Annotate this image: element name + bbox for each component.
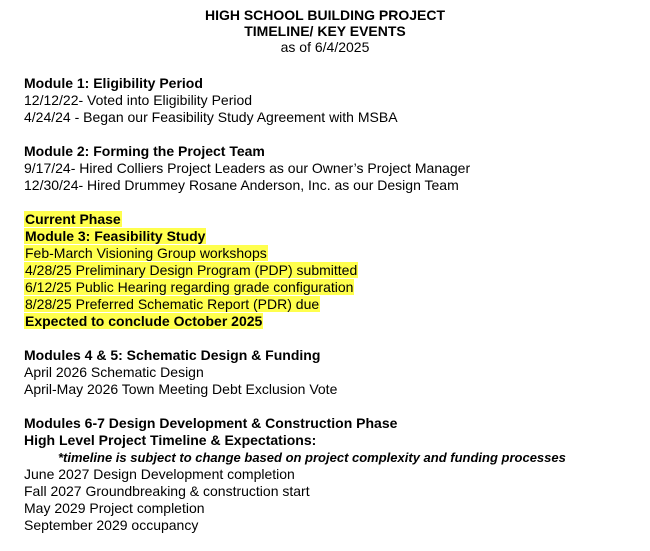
module-4-5-heading: Modules 4 & 5: Schematic Design & Funding — [24, 347, 321, 363]
module-1-heading: Module 1: Eligibility Period — [24, 75, 203, 91]
list-item: 12/30/24- Hired Drummey Rosane Anderson, Inc. as our Design Team — [24, 177, 459, 193]
list-item: Fall 2027 Groundbreaking & construction start — [24, 483, 310, 499]
module-1-section — [24, 75, 634, 126]
module-4-5-section — [24, 347, 634, 398]
module-6-7-heading: Modules 6-7 Design Development & Construction Phase — [24, 415, 398, 431]
list-item: 6/12/25 Public Hearing regarding grade configuration — [25, 279, 354, 295]
timeline-content — [24, 75, 634, 551]
list-item: 12/12/22- Voted into Eligibility Period — [24, 92, 253, 108]
list-item: 4/24/24 - Began our Feasibility Study Agreement with MSBA — [24, 109, 398, 125]
document-header — [0, 7, 650, 56]
module-6-7-section — [24, 415, 634, 534]
timeline-disclaimer: *timeline is subject to change based on project complexity and funding processes — [58, 450, 566, 465]
list-item: April 2026 Schematic Design — [24, 364, 204, 380]
list-item: May 2029 Project completion — [24, 500, 205, 516]
module-2-heading: Module 2: Forming the Project Team — [24, 143, 265, 159]
list-item: 9/17/24- Hired Colliers Project Leaders as our Owner’s Project Manager — [24, 160, 471, 176]
current-phase-section — [24, 211, 634, 330]
document-title: HIGH SCHOOL BUILDING PROJECT — [204, 7, 446, 23]
list-item: Feb-March Visioning Group workshops — [25, 245, 267, 261]
list-item: 4/28/25 Preliminary Design Program (PDP) submitted — [25, 262, 358, 278]
module-2-section — [24, 143, 634, 194]
list-item: 8/28/25 Preferred Schematic Report (PDR) due — [25, 296, 320, 312]
list-item: June 2027 Design Development completion — [24, 466, 295, 482]
list-item: September 2029 occupancy — [24, 517, 199, 533]
as-of-date: as of 6/4/2025 — [280, 39, 370, 55]
module-6-7-subheading: High Level Project Timeline & Expectations: — [24, 432, 317, 448]
list-item: April-May 2026 Town Meeting Debt Exclusion Vote — [24, 381, 338, 397]
current-phase-label: Current Phase — [25, 211, 121, 227]
module-3-heading: Module 3: Feasibility Study — [25, 228, 206, 244]
document-subtitle: TIMELINE/ KEY EVENTS — [244, 23, 406, 39]
module-3-conclusion: Expected to conclude October 2025 — [25, 313, 263, 329]
